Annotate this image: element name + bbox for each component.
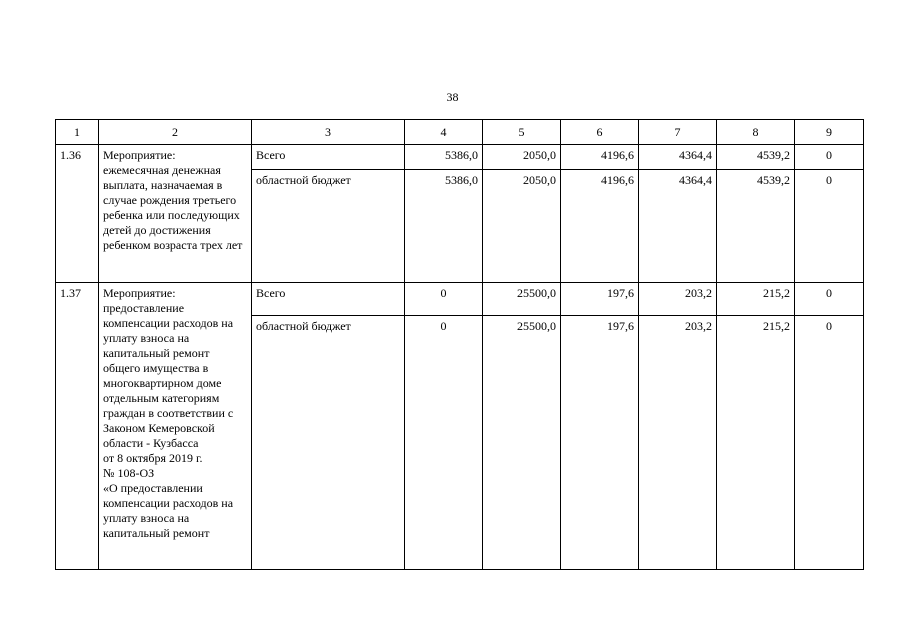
value-cell: 5386,0 [405, 145, 483, 170]
budget-table [55, 119, 864, 570]
column-header: 9 [795, 120, 864, 145]
value-cell: 0 [795, 283, 864, 316]
value-cell: 0 [405, 316, 483, 570]
value-cell: 4364,4 [639, 170, 717, 283]
value-cell: 4539,2 [717, 145, 795, 170]
funding-source: областной бюджет [252, 316, 405, 570]
row-description: Мероприятие: предоставление компенсации расходов на уплату взноса на капитальный ремонт общего имущества в многоквартирном доме отдельным категориям граждан в соответствии с Законом Кемеровской области - Кузбасса от 8 октября 2019 г. № 108-ОЗ «О предоставлении компенсации расходов на уплату взноса на капитальный ремонт [99, 283, 252, 570]
row-code: 1.36 [56, 145, 99, 283]
column-header: 2 [99, 120, 252, 145]
value-cell: 197,6 [561, 316, 639, 570]
column-header: 5 [483, 120, 561, 145]
value-cell: 197,6 [561, 283, 639, 316]
value-cell: 4196,6 [561, 170, 639, 283]
column-header: 1 [56, 120, 99, 145]
value-cell: 0 [795, 170, 864, 283]
value-cell: 4539,2 [717, 170, 795, 283]
table-row [56, 145, 864, 170]
column-header: 4 [405, 120, 483, 145]
table-row [56, 283, 864, 316]
value-cell: 0 [405, 283, 483, 316]
value-cell: 0 [795, 145, 864, 170]
funding-source: Всего [252, 145, 405, 170]
value-cell: 25500,0 [483, 316, 561, 570]
value-cell: 215,2 [717, 283, 795, 316]
value-cell: 203,2 [639, 316, 717, 570]
funding-source: областной бюджет [252, 170, 405, 283]
funding-source: Всего [252, 283, 405, 316]
column-header: 8 [717, 120, 795, 145]
row-code: 1.37 [56, 283, 99, 570]
value-cell: 215,2 [717, 316, 795, 570]
column-header: 6 [561, 120, 639, 145]
value-cell: 2050,0 [483, 145, 561, 170]
table-header-row [56, 120, 864, 145]
value-cell: 4196,6 [561, 145, 639, 170]
value-cell: 0 [795, 316, 864, 570]
column-header: 3 [252, 120, 405, 145]
page-number: 38 [446, 90, 459, 104]
value-cell: 5386,0 [405, 170, 483, 283]
row-description: Мероприятие: ежемесячная денежная выплата, назначаемая в случае рождения третьего ребенка или последующих детей до достижения ребенком возраста трех лет [99, 145, 252, 283]
column-header: 7 [639, 120, 717, 145]
value-cell: 4364,4 [639, 145, 717, 170]
value-cell: 25500,0 [483, 283, 561, 316]
value-cell: 203,2 [639, 283, 717, 316]
value-cell: 2050,0 [483, 170, 561, 283]
